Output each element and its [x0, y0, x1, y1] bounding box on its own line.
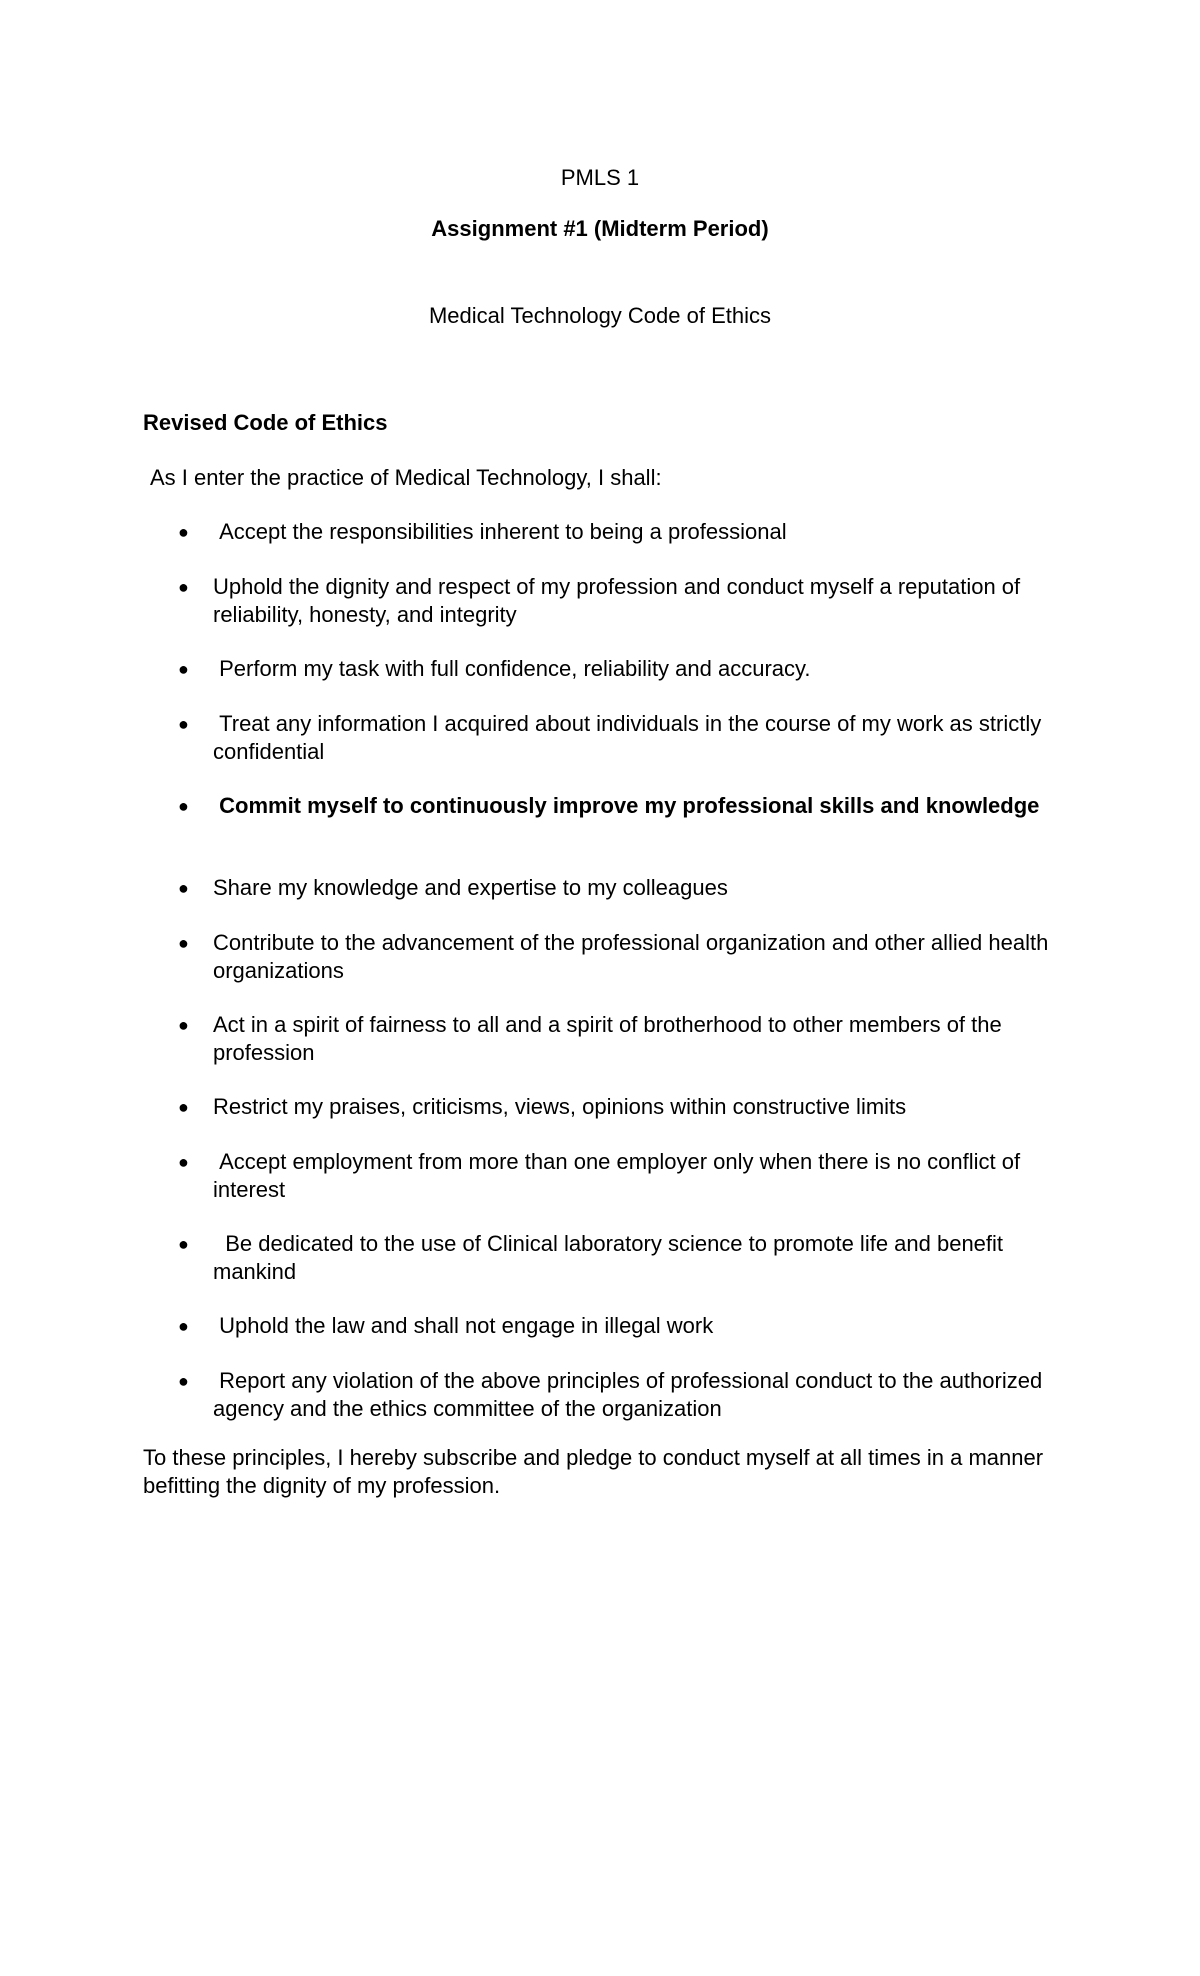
closing-pledge: To these principles, I hereby subscribe and pledge to conduct myself at all times in a manner befitting the dignity of my profession. — [143, 1445, 1044, 1498]
bullet-icon: ● — [178, 1371, 189, 1391]
intro-sentence: As I enter the practice of Medical Technology, I shall: — [150, 465, 662, 490]
bullet-icon: ● — [178, 1015, 189, 1035]
list-item-text: Accept employment from more than one employer only when there is no conflict of interest — [213, 1149, 1027, 1202]
list-item-text: Contribute to the advancement of the professional organization and other allied health organizations — [213, 930, 1055, 983]
list-item-text: Accept the responsibilities inherent to being a professional — [213, 519, 787, 544]
bullet-icon: ● — [178, 1097, 189, 1117]
list-item-text: Commit myself to continuously improve my professional skills and knowledge — [213, 793, 1040, 818]
assignment-title: Assignment #1 (Midterm Period) — [431, 216, 769, 241]
bullet-icon: ● — [178, 714, 189, 734]
course-code: PMLS 1 — [560, 165, 640, 190]
list-item-text: Act in a spirit of fairness to all and a spirit of brotherhood to other members of the profession — [213, 1012, 1008, 1065]
bullet-icon: ● — [178, 1234, 189, 1254]
document-subject: Medical Technology Code of Ethics — [428, 303, 771, 328]
list-item-text: Treat any information I acquired about individuals in the course of my work as strictly confidential — [213, 711, 1048, 764]
bullet-icon: ● — [178, 933, 189, 953]
bullet-icon: ● — [178, 659, 189, 679]
list-item-text: Uphold the dignity and respect of my profession and conduct myself a reputation of reliability, honesty, and integrity — [213, 574, 1027, 627]
bullet-icon: ● — [178, 1316, 189, 1336]
list-item-text: Uphold the law and shall not engage in illegal work — [213, 1313, 714, 1338]
list-item-text: Restrict my praises, criticisms, views, opinions within constructive limits — [213, 1094, 907, 1119]
bullet-icon: ● — [178, 796, 189, 816]
section-heading: Revised Code of Ethics — [143, 410, 388, 435]
list-item-text: Report any violation of the above principles of professional conduct to the authorized agency and the ethics committee of the organization — [213, 1368, 1049, 1421]
bullet-icon: ● — [178, 1152, 189, 1172]
list-item-text: Be dedicated to the use of Clinical laboratory science to promote life and benefit mankind — [213, 1231, 1010, 1284]
list-item-text: Perform my task with full confidence, reliability and accuracy. — [213, 656, 811, 681]
list-item-text: Share my knowledge and expertise to my colleagues — [213, 875, 728, 900]
bullet-icon: ● — [178, 878, 189, 898]
bullet-icon: ● — [178, 522, 189, 542]
bullet-icon: ● — [178, 577, 189, 597]
